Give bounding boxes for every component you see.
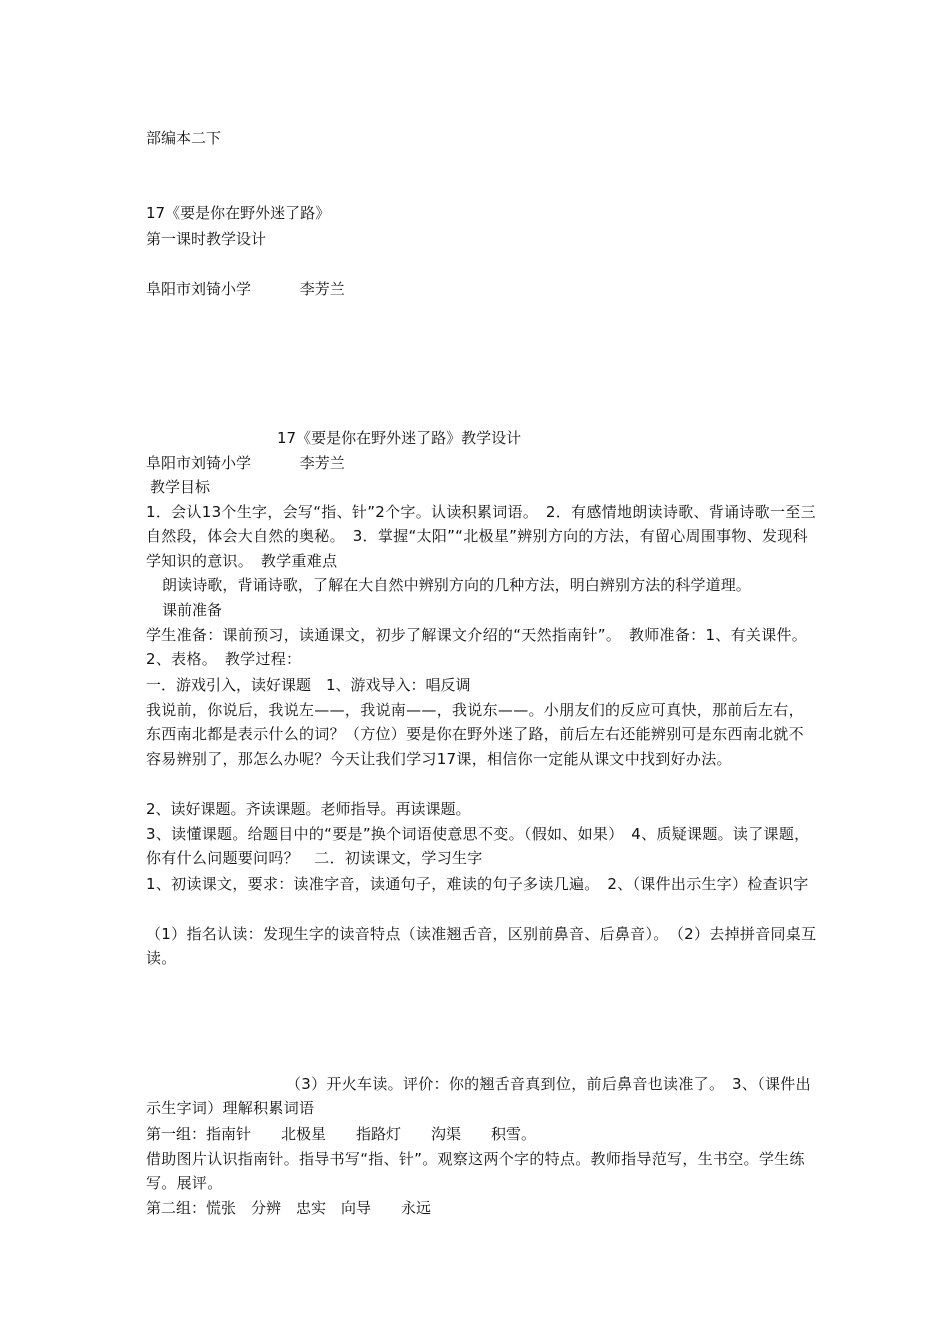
word-group-2: 第二组：慌张 分辨 忠实 向导 永远	[146, 1199, 432, 1217]
cover-grade: 部编本二下	[146, 129, 222, 147]
goals-paragraph: 1．会认13个生字，会写“指、针”2个字。认读积累词语。 2．有感情地朗读诗歌、背诵诗歌一至三自然段，体会大自然的奥秘。 3．掌握“太阳”“北极星”辨别方向的方法，有留心周围事物、发现科学知识的意识。 教学重难点	[146, 503, 816, 570]
cover-school: 阜阳市刘锜小学	[146, 280, 252, 298]
step3-paragraph: 3、读懂课题。给题目中的“要是”换个词语使意思不变。（假如、如果） 4、质疑课题。读了课题，你有什么问题要问吗？ 二．初读课文，学习生字	[146, 825, 810, 868]
cover-author-line	[146, 277, 345, 301]
read-sub-paragraph: （1）指名认读：发现生字的读音特点（读准翘舌音，区别前鼻音、后鼻音）。 （2）去掉拼音同桌互读。	[146, 925, 817, 968]
author-line	[146, 451, 345, 475]
doc-title: 17《要是你在野外迷了路》教学设计	[277, 429, 522, 447]
cover-teacher: 李芳兰	[299, 280, 345, 298]
teacher-name: 李芳兰	[299, 454, 345, 472]
step2-line: 2、读好课题。齐读课题。老师指导。再读课题。	[146, 800, 471, 818]
goals-heading: 教学目标	[150, 478, 211, 496]
prep-paragraph: 学生准备：课前预习，读通课文，初步了解课文介绍的“天然指南针”。 教师准备：1、有关课件。2、表格。 教学过程：	[146, 626, 808, 669]
read-paragraph: 1、初读课文，要求：读准字音，读通句子，难读的句子多读几遍。 2、（课件出示生字）检查识字	[146, 875, 809, 893]
cover-lesson-title: 17《要是你在野外迷了路》	[146, 204, 331, 222]
keypoint-paragraph: 朗读诗歌，背诵诗歌，了解在大自然中辨别方向的几种方法，明白辨别方法的科学道理。	[162, 576, 751, 594]
step1-heading: 一．游戏引入，读好课题 1、游戏导入：唱反调	[146, 676, 471, 694]
picture-paragraph: 借助图片认识指南针。指导书写“指、针”。观察这两个字的特点。教师指导范写，生书空。学生练写。展评。	[146, 1150, 805, 1193]
cover-subtitle: 第一课时教学设计	[146, 230, 267, 248]
train-paragraph: （3）开火车读。评价：你的翘舌音真到位，前后鼻音也读准了。 3、（课件出示生字词）理解积累词语	[146, 1075, 811, 1118]
school-name: 阜阳市刘锜小学	[146, 454, 252, 472]
prep-heading: 课前准备	[162, 601, 223, 619]
word-group-1: 第一组：指南针 北极星 指路灯 沟渠 积雪。	[146, 1125, 537, 1143]
step1-paragraph: 我说前，你说后，我说左——，我说南——，我说东——。小朋友们的反应可真快，那前后左右，东西南北都是表示什么的词？（方位）要是你在野外迷了路，前后左右还能辨别可是东西南北就不容易辨别了，那怎么办呢？今天让我们学习17课，相信你一定能从课文中找到好办法。	[146, 701, 804, 768]
